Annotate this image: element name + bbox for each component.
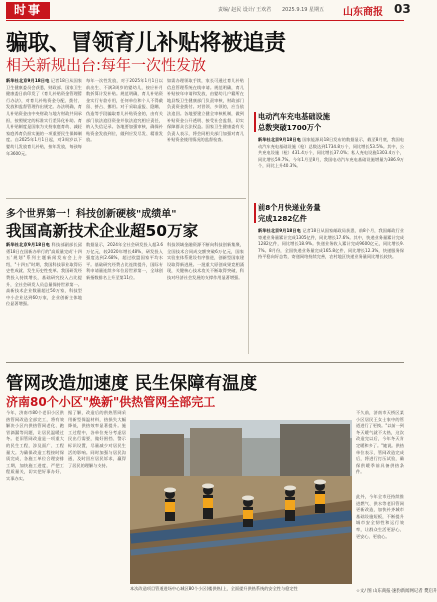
- brief-1-title-line-2: 总数突破1700万个: [258, 123, 322, 132]
- lead-col3-text: 如需办理领取手续，家长可通过育儿补贴信息管理系统在线申请。规范明确，育儿补贴按年申请和发放，由婴幼儿户籍所在地县级卫生健康部门负责审核，财政部门负责资金拨付。对冒领、多领的，应当依法追回。各地要建立健全审核机制，做到补贴资金公开透明、接受社会监督，切实保障群众合法权益。国家卫生健康委有关负责人表示，将会同相关部门加强对育儿补贴资金使用情况的监督检查。: [167, 78, 244, 143]
- brief-2-title-line-2: 完成1282亿件: [258, 214, 307, 223]
- third-column-4: 此外，今年全市还持续推进燃气、供水等老旧管网更新改造，加快补齐城市基础设施短板，不断提升城市安全韧性和运行效率，让群众生活更舒心、更安心、更放心。: [356, 494, 404, 539]
- sidebar-divider: [248, 78, 249, 354]
- lead-column-2: [86, 78, 163, 190]
- photo-caption: 本次改造项目管道进场中心城区80个小区(楼供热)上，全面提升供热系统的安全性与稳定性: [130, 586, 298, 591]
- brief-1-title-line-1: 电动汽车充电基础设施: [258, 112, 330, 121]
- second-column-3: 科技领域金融资源不断向科技创新集聚，全国技术合同成交额突破6万亿元，国家实验室体系建设有序推进，创新型国家建设取得新进展。一批重大原创成果竞相涌现，关键核心技术攻关不断取得突破，科技对经济社会发展的支撑作用显著增强。: [167, 242, 244, 280]
- lead-col1-text: 记者18日从国家卫生健康委员会获悉，财政部、国家卫生健康委日前印发了《育儿补贴资金管理暂行办法》，对育儿补贴资金分配、拨付、发放和监督管理作出规定。办法明确，育儿补贴资金由中央财政与地方财政共同承担，按照规定的标准实行差异化补助。育儿补贴制度是国家为支持家庭育幼、减轻家庭养育负担实施的一项重要民生保障制度。自2025年1月1日起，对3周岁以下婴幼儿发放育儿补贴，按年发放，每孩每年3600元。: [6, 78, 82, 156]
- brief-accent-bar: [254, 203, 256, 223]
- pipeline-construction-photo: [130, 420, 352, 584]
- lead-subheadline: 相关新规出台:每年一次性发放: [6, 56, 207, 74]
- photo-illustration: [130, 420, 352, 584]
- byline: ☆文/ 图 山东商报·速豹新闻网记者 樊启升: [356, 589, 437, 594]
- section-rule: [6, 198, 246, 199]
- lead-col2-text: 每年一次性发放，对于2025年1月1日以前出生、不满3周岁的婴幼儿，按应补月数折算计发补贴。规范明确，育儿补贴资金实行专款专用，任何单位和个人不得截留、挤占、挪用。对于采取虚报、隐瞒、伪造等手段骗取育儿补贴资金的，由有关部门依法追回资金并依法追究相应责任，纳入失信记录。各地要加强审核，确保补贴资金发放到位，做到应发尽发、精准发放。: [86, 78, 163, 143]
- second-column-1: 新华社北京9月18日电 科技部副部长邱勇18日在国新办举行的"高质量完成'十四五'规划"系列主题新闻发布会上介绍，"十四五"时期，我国科技事业取得历史性成就、发生历史性变革。我国研发经费投入持续增长，基础研究投入占比提升，全社会研发人员总量保持世界第一。高新技术企业数量超过50万家，科技型中小企业达到60万家，企业创新主体地位显著增强。: [6, 242, 82, 307]
- brief-1-body: 新华社北京9月18日电 国家能源局18日发布的数据显示，截至8月底，我国电动汽车充电基础设施（枪）总数达到1734.8万个，同比增长53.5%。其中，公共充电设施（枪）431.4万个，同比增长37.0%；私人充电设施1303.4万个，同比增长59.7%。今年1月至8月，我国电动汽车充电基础设施增量为386.9万个，同比上升40.3%。: [258, 137, 404, 169]
- editor-info: 责编/ 赵民 设计/ 王欢君: [218, 7, 272, 13]
- second-column-2: 数据显示，2024年全社会研发投入超3.6万亿元，较2020年增长48%，研发投入强度达到2.68%，超过欧盟国家平均水平。基础研究经费占比连续提升，国际专利申请量连续多年位居世界第一，全球创新指数排名上升至第11位。: [86, 242, 163, 280]
- third-column-2: 据了解，改造后的供热管网采用新型保温材料，热损失大幅降低，供热效率显著提升。施工过程中，各单位充分考虑居民出行需要，做好围挡、警示标识设置，尽量减少对居民生活的影响。同时加强与居民沟通，及时回应居民诉求，赢得了居民的理解与支持。: [68, 410, 126, 468]
- third-headline: 管网改造加速度 民生保障有温度: [6, 374, 258, 394]
- lead-dateline: 新华社北京9月18日电: [6, 78, 50, 83]
- lead-headline: 骗取、冒领育儿补贴将被追责: [6, 31, 286, 56]
- second-headline: 我国高新技术企业超50万家: [6, 222, 199, 240]
- lead-column-3: [167, 78, 244, 190]
- page-number: 03: [394, 2, 411, 16]
- second-kicker: 多个世界第一！科技创新硬核"成绩单": [6, 209, 177, 220]
- section-tag: 时事: [6, 2, 50, 19]
- paper-name: 山东商报: [343, 7, 383, 18]
- masthead-rule: [6, 20, 404, 21]
- lead-column-1: [6, 78, 82, 190]
- brief-2-body: 新华社北京9月18日电 记者18日从国家邮政局获悉，前8个月，我国邮政行业寄递业务量累计完成1305亿件，同比增长17.6%。其中，快递业务量累计完成1282亿件，同比增长18.9%。快递业务收入累计完成9600亿元，同比增长9.7%。8月份，全国快递业务量完成165.8亿件，同比增长12.3%，快递服务保持平稳向好态势，寄递网络持续完善，农村地区快递业务量同比增长较快。: [258, 228, 404, 260]
- issue-date: 2025.9.19 星期五: [282, 7, 325, 13]
- section-rule: [6, 362, 404, 363]
- third-column-1: 今年，济南市80个老旧小区供热管网改造全部完工，将有效解决小区内供热管网老化、跑冒滴漏等问题，让居民温暖过冬。老旧管网改造是一项重大的民生工程，涉及面广、工程量大。为确保改造工程按时保质完成，各施工单位合理安排工期，加快施工进度，严把工程质量关，切实把好事办好、实事办实。: [6, 410, 64, 481]
- third-column-3: 不久前，济南市天桥区某小区居民王女士家中的管道进行了更换。"以前一到冬天暖气就不太热，这次改造完以后，今年冬天肯定暖和多了。"她说。供热单位表示，管网改造完成后，将进行打压试验，确保供暖季前具备供热条件。: [356, 410, 404, 475]
- brief-accent-bar: [254, 112, 256, 132]
- third-subheadline: 济南80个小区"焕新"供热管网全部完工: [6, 395, 216, 409]
- brief-2-title-line-1: 前8个月快递业务量: [258, 203, 321, 212]
